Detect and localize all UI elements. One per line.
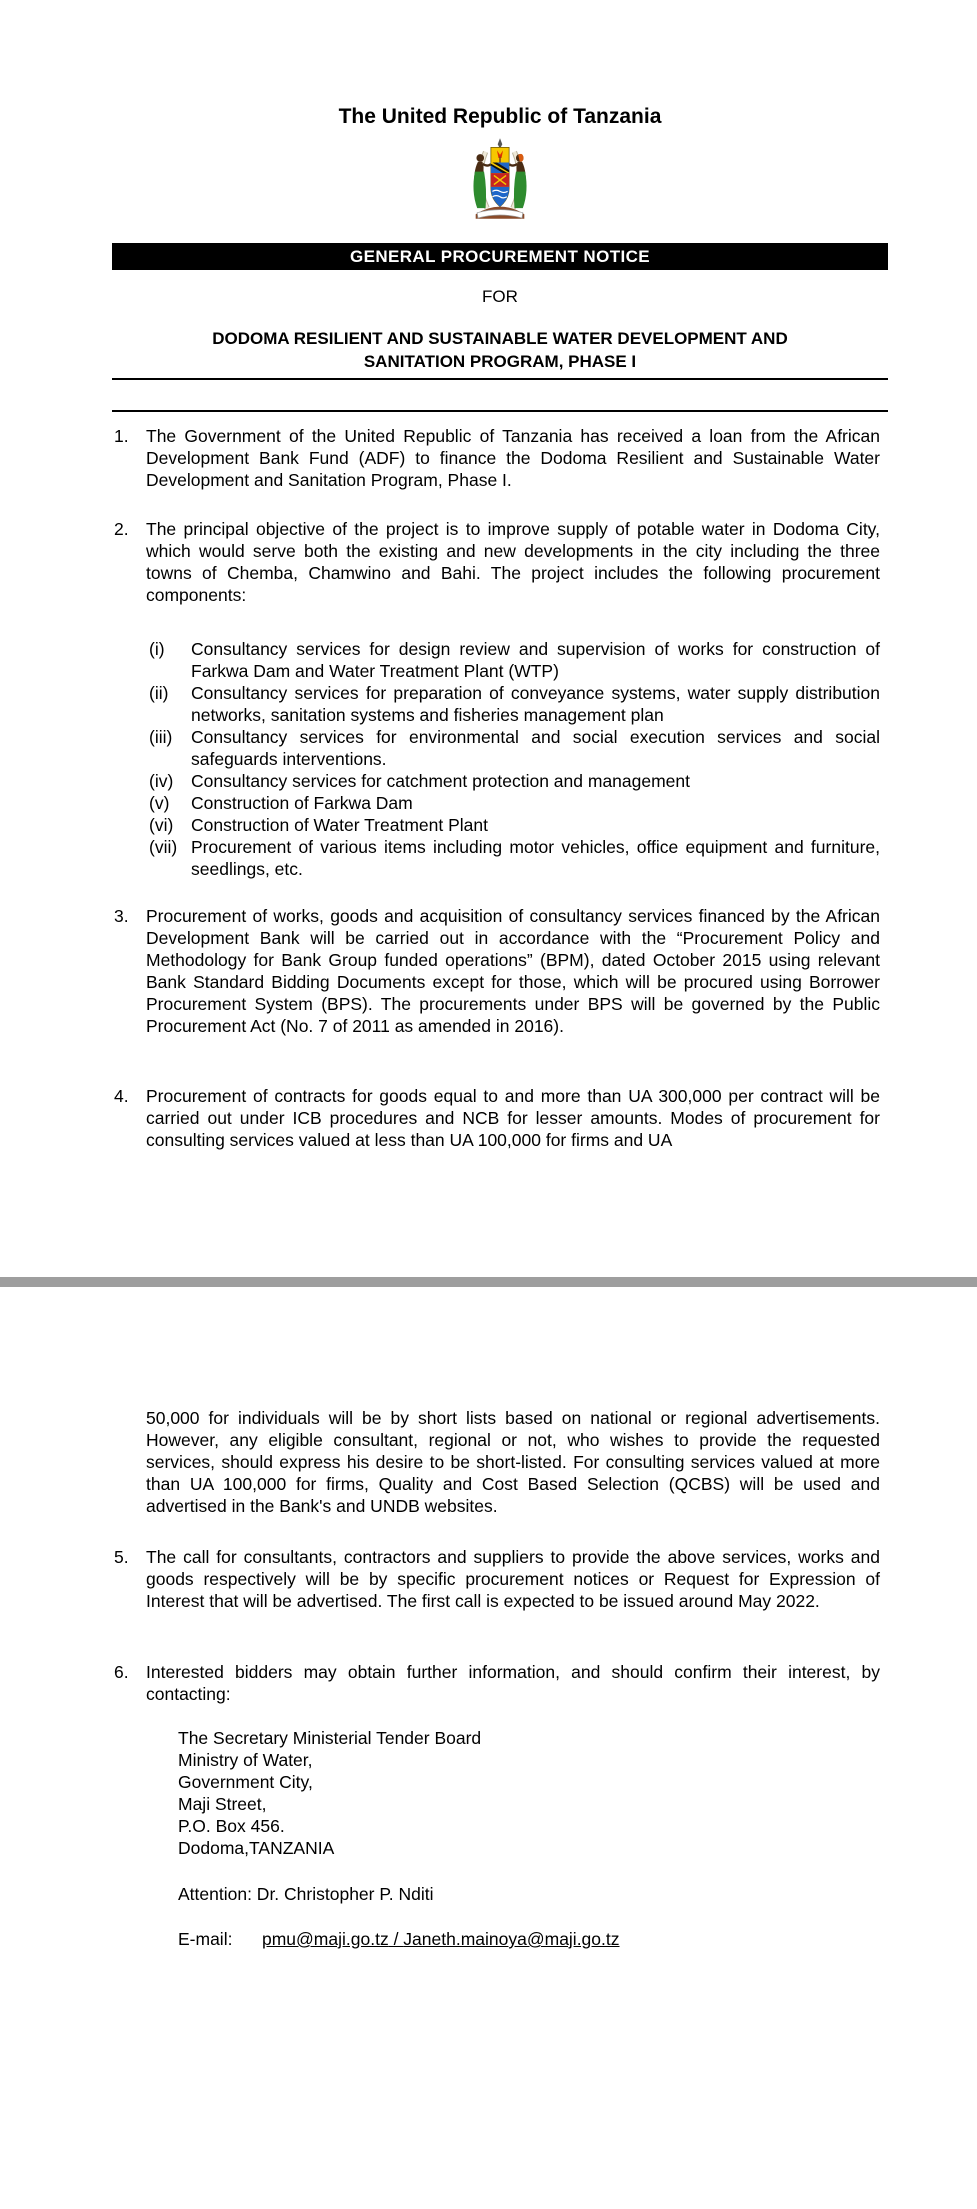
paragraph-2 — [112, 518, 888, 606]
email-separator: / — [388, 1929, 404, 1949]
paragraph-1 — [112, 425, 888, 491]
list-item-vi-number: (vi) — [149, 815, 174, 835]
tanzania-coat-of-arms-icon — [462, 209, 538, 226]
paragraph-1-number: 1. — [114, 426, 129, 446]
paragraph-4-text: Procurement of contracts for goods equal to and more than UA 300,000 per contract will be carried out under ICB procedures and NCB for lesser amounts. Modes of procurement for consulting services valued at less than UA 100,000 for firms and UA — [146, 1086, 880, 1150]
for-label: FOR — [482, 287, 518, 306]
list-item-i — [112, 638, 888, 682]
paragraph-2-text: The principal objective of the project is to improve supply of potable water in Dodoma City, which would serve both the existing and new developments in the city including the three towns of Chemba, Chamwino and Bahi. The project includes the following procurement components: — [146, 519, 880, 605]
list-item-iii-text: Consultancy services for environmental and social execution services and social safeguards interventions. — [191, 727, 880, 769]
list-item-vi-text: Construction of Water Treatment Plant — [191, 815, 488, 835]
list-item-v-text: Construction of Farkwa Dam — [191, 793, 413, 813]
paragraph-5 — [112, 1546, 888, 1612]
contact-line-country: Dodoma,TANZANIA — [178, 1838, 335, 1858]
paragraph-4-continuation-text: 50,000 for individuals will be by short lists based on national or regional advertisements. However, any eligible consultant, regional or not, who wishes to provide the requested services, should express his desire to be short-listed. For consulting services valued at more than UA 100,000 for firms, Quality and Cost Based Selection (QCBS) will be used and advertised in the Bank's and UNDB websites. — [146, 1408, 880, 1516]
contact-address-block — [178, 1727, 481, 1859]
list-item-ii-text: Consultancy services for preparation of conveyance systems, water supply distribution networks, sanitation systems and fisheries management plan — [191, 683, 880, 725]
list-item-vii — [112, 836, 888, 880]
program-title-line1: DODOMA RESILIENT AND SUSTAINABLE WATER DEVELOPMENT AND — [212, 329, 788, 348]
program-title-line2: SANITATION PROGRAM, PHASE I — [363, 352, 637, 371]
contact-line-street: Maji Street, — [178, 1794, 267, 1814]
contact-line-board: The Secretary Ministerial Tender Board — [178, 1728, 482, 1748]
list-item-i-text: Consultancy services for design review and supervision of works for construction of Farkwa Dam and Water Treatment Plant (WTP) — [191, 639, 880, 681]
paragraph-2-number: 2. — [114, 519, 129, 539]
paragraph-4 — [112, 1085, 888, 1151]
email-row — [178, 1928, 620, 1950]
paragraph-3-text: Procurement of works, goods and acquisition of consultancy services financed by the African Development Bank will be carried out in accordance with the “Procurement Policy and Methodology for Bank Group funded operations” (BPM), dated October 2015 using relevant Bank Standard Bidding Documents except for those, which will be procured using Borrower Procurement System (BPS). The procurements under BPS will be governed by the Public Procurement Act (No. 7 of 2011 as amended in 2016). — [146, 906, 880, 1036]
list-item-v — [112, 792, 888, 814]
paragraph-5-number: 5. — [114, 1547, 129, 1567]
email-link-pmu[interactable]: pmu@maji.go.tz — [262, 1929, 389, 1949]
list-item-i-number: (i) — [149, 639, 165, 659]
paragraph-3-number: 3. — [114, 906, 129, 926]
paragraph-6-text: Interested bidders may obtain further information, and should confirm their interest, by contacting: — [146, 1662, 880, 1704]
list-item-iv-text: Consultancy services for catchment protection and management — [191, 771, 691, 791]
paragraph-4-number: 4. — [114, 1086, 129, 1106]
list-item-v-number: (v) — [149, 793, 170, 813]
contact-line-pobox: P.O. Box 456. — [178, 1816, 285, 1836]
list-item-vii-text: Procurement of various items including motor vehicles, office equipment and furniture, seedlings, etc. — [191, 837, 880, 879]
attention-line: Attention: Dr. Christopher P. Nditi — [178, 1884, 434, 1904]
country-title: The United Republic of Tanzania — [338, 105, 662, 128]
program-title — [112, 327, 888, 373]
email-label: E-mail: — [178, 1929, 233, 1949]
contact-line-ministry: Ministry of Water, — [178, 1750, 313, 1770]
paragraph-3 — [112, 905, 888, 1037]
list-item-iv-number: (iv) — [149, 771, 174, 791]
list-item-iii-number: (iii) — [149, 727, 173, 747]
banner-title: GENERAL PROCUREMENT NOTICE — [349, 246, 651, 266]
list-item-iv — [112, 770, 888, 792]
contact-line-city: Government City, — [178, 1772, 313, 1792]
list-item-vi — [112, 814, 888, 836]
horizontal-rule-1 — [112, 378, 888, 380]
emblem-container — [112, 138, 888, 227]
list-item-ii — [112, 682, 888, 726]
list-item-iii — [112, 726, 888, 770]
email-link-janeth[interactable]: Janeth.mainoya@maji.go.tz — [403, 1929, 620, 1949]
paragraph-5-text: The call for consultants, contractors and suppliers to provide the above services, works and goods respectively will be by specific procurement notices or Request for Expression of Interest that will be advertised. The first call is expected to be issued around May 2022. — [146, 1547, 880, 1611]
list-item-vii-number: (vii) — [149, 837, 178, 857]
paragraph-6 — [112, 1661, 888, 1705]
page-break-divider — [0, 1277, 977, 1287]
list-item-ii-number: (ii) — [149, 683, 169, 703]
procurement-components-list — [112, 638, 888, 880]
horizontal-rule-2 — [112, 410, 888, 412]
paragraph-1-text: The Government of the United Republic of Tanzania has received a loan from the African Development Bank Fund (ADF) to finance the Dodoma Resilient and Sustainable Water Development and Sanitation Program, Phase I. — [146, 426, 880, 490]
paragraph-4-continuation — [112, 1407, 888, 1517]
paragraph-6-number: 6. — [114, 1662, 129, 1682]
banner-bar — [112, 243, 888, 270]
